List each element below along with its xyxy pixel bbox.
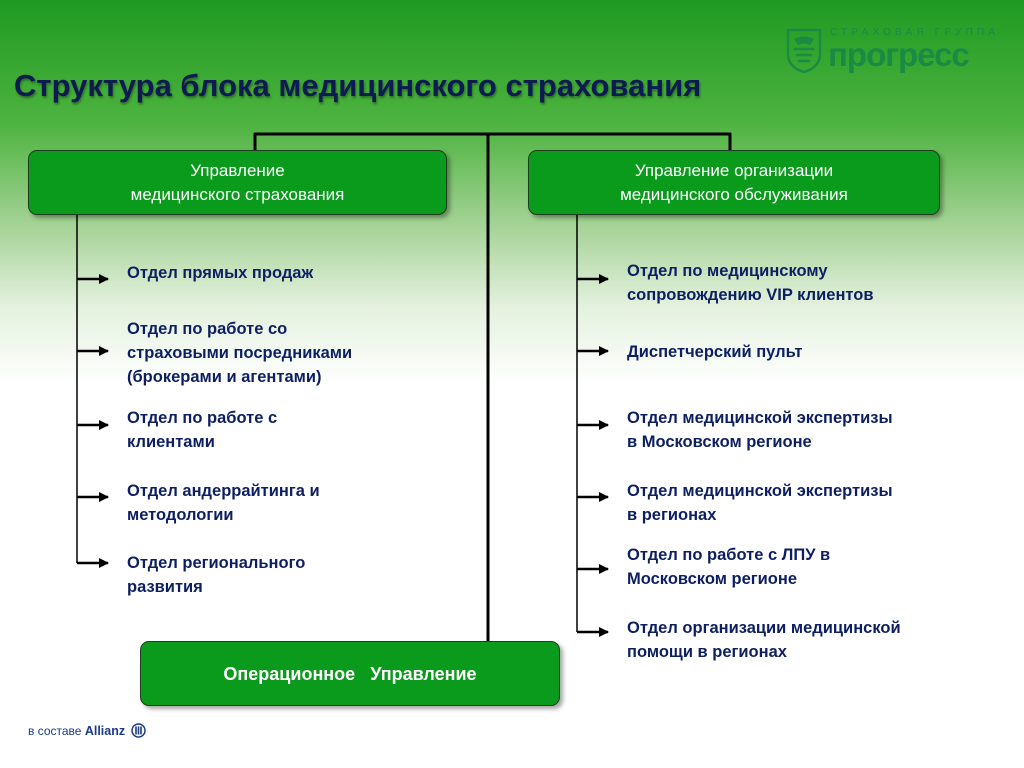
dept-line: методологии xyxy=(127,506,234,524)
page-title: Структура блока медицинского страхования xyxy=(14,68,702,103)
medical-insurance-management-box xyxy=(28,150,447,215)
dept-line: Отдел медицинской экспертизы xyxy=(627,409,893,427)
footer-prefix: в составе xyxy=(28,724,82,738)
right-dept-expertise-moscow xyxy=(627,406,893,454)
dept-line: Отдел организации медицинской xyxy=(627,619,901,637)
dept-line: в Московском регионе xyxy=(627,433,812,451)
medical-service-management-box xyxy=(528,150,940,215)
left-dept-regional-development xyxy=(127,551,305,599)
footer-brand: Allianz xyxy=(84,724,126,738)
box-label-line-2: медицинского страхования xyxy=(130,184,345,204)
logo-wordmark: прогресс xyxy=(828,36,969,73)
dept-line: Диспетчерский пульт xyxy=(627,343,803,361)
dept-line: Московском регионе xyxy=(627,570,797,588)
right-dept-lpu-moscow xyxy=(627,543,830,591)
dept-line: Отдел андеррайтинга и xyxy=(127,482,320,500)
dept-line: Отдел прямых продаж xyxy=(127,264,314,282)
left-dept-direct-sales xyxy=(127,261,313,285)
dept-line: Отдел по медицинскому xyxy=(627,262,828,280)
dept-line: (брокерами и агентами) xyxy=(127,368,322,386)
right-dept-vip-support xyxy=(627,259,874,307)
dept-line: клиентами xyxy=(127,433,215,451)
dept-line: развития xyxy=(127,578,203,596)
logo-subtitle: СТРАХОВАЯ ГРУППА xyxy=(830,27,1000,38)
allianz-footer xyxy=(28,723,146,738)
dept-line: Отдел по работе со xyxy=(127,320,288,338)
right-dept-dispatch xyxy=(627,340,802,364)
dept-line: помощи в регионах xyxy=(627,643,787,661)
left-dept-clients xyxy=(127,406,277,454)
dept-line: Отдел по работе с xyxy=(127,409,278,427)
box-label-line-1: Управление xyxy=(190,160,285,180)
dept-line: Отдел медицинской экспертизы xyxy=(627,482,893,500)
left-dept-underwriting xyxy=(127,479,320,527)
dept-line: страховыми посредниками xyxy=(127,344,353,362)
dept-line: сопровождению VIP клиентов xyxy=(627,286,874,304)
dept-line: Отдел по работе с ЛПУ в xyxy=(627,546,831,564)
dept-line: в регионах xyxy=(627,506,717,524)
left-dept-intermediaries xyxy=(127,317,352,389)
right-dept-medical-aid-regions xyxy=(627,616,901,664)
dept-line: Отдел регионального xyxy=(127,554,306,572)
box-label-line-2: медицинского обслуживания xyxy=(620,184,848,204)
allianz-eagle-icon xyxy=(131,723,146,738)
right-dept-expertise-regions xyxy=(627,479,893,527)
box-label-line-1: Управление организации xyxy=(634,160,834,180)
operational-management-box: Операционное Управление xyxy=(140,641,560,706)
